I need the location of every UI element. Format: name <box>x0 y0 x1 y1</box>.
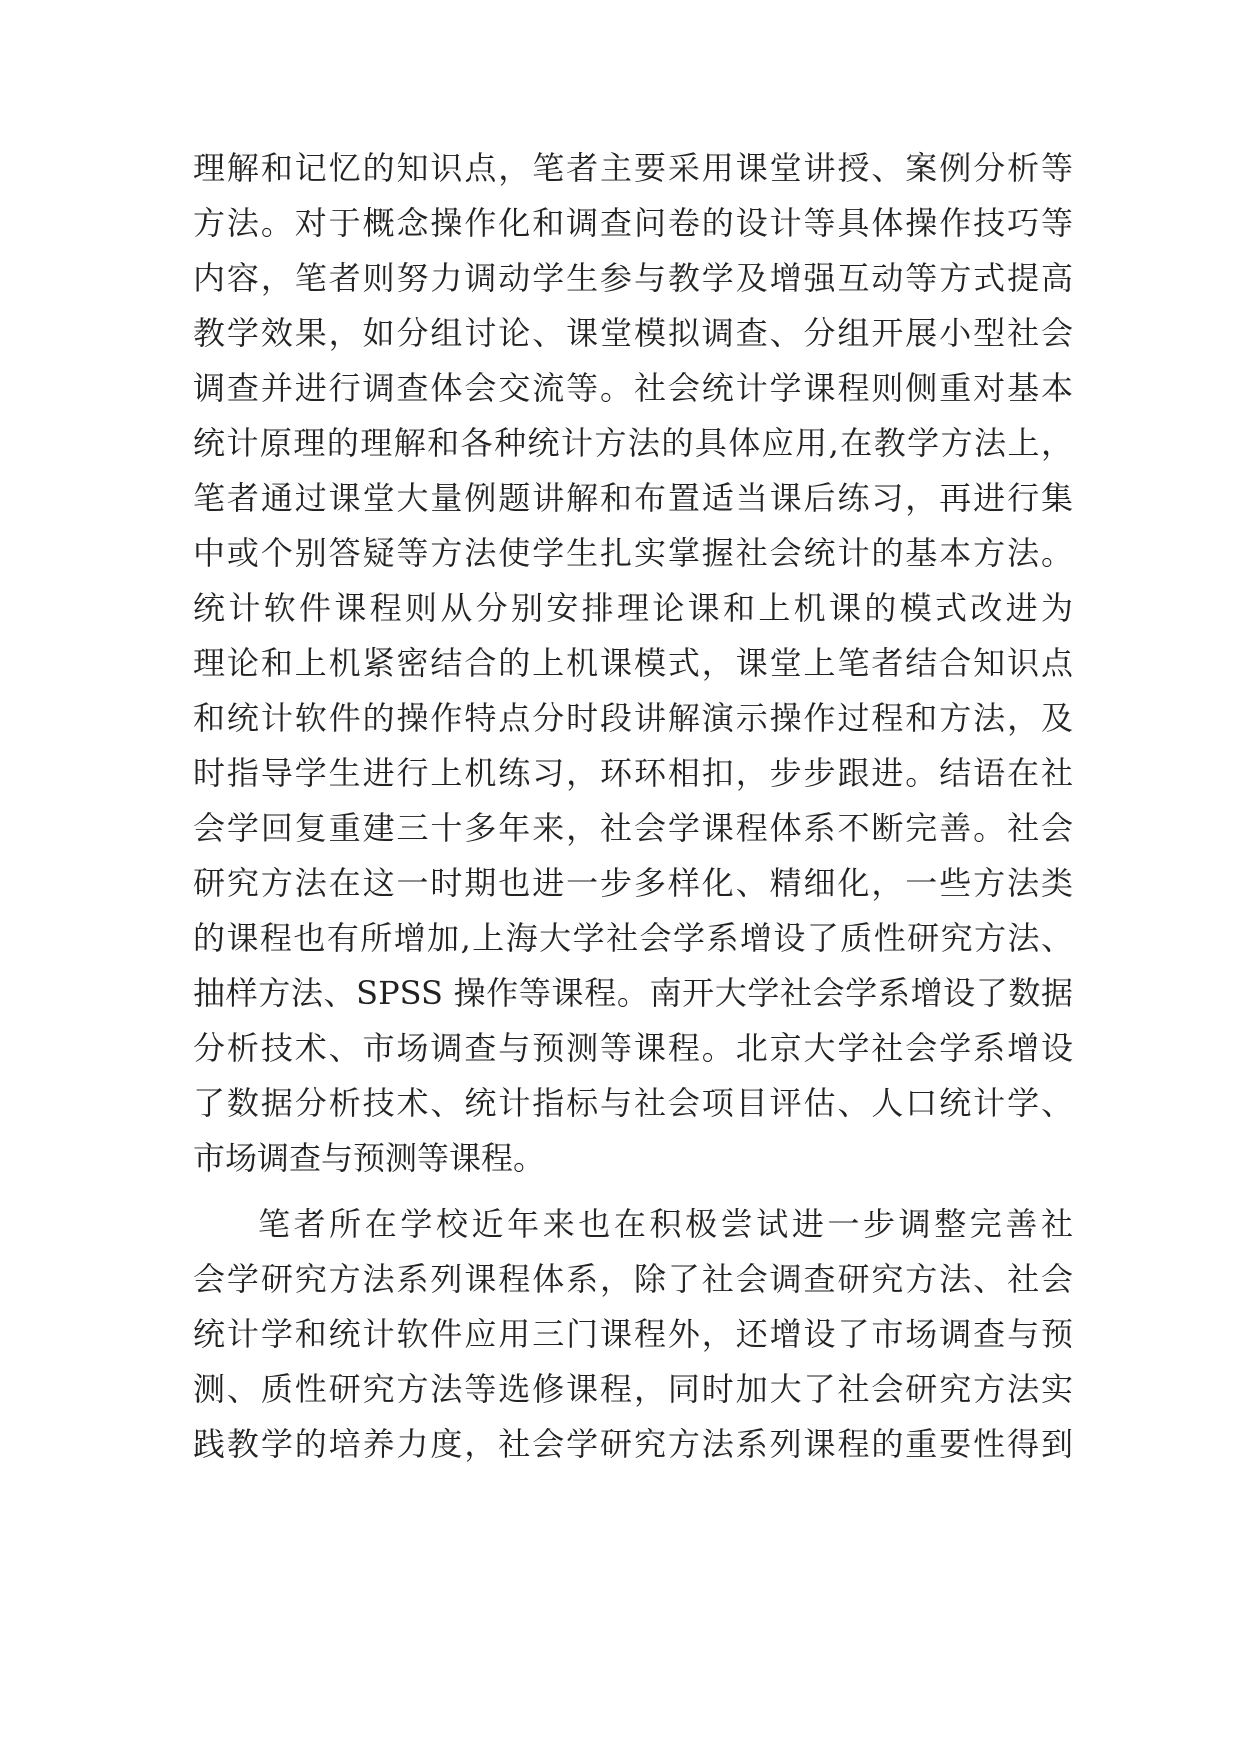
text-line: 了数据分析技术、统计指标与社会项目评估、人口统计学、 <box>193 1084 1073 1122</box>
text-line: 统计软件课程则从分别安排理论课和上机课的模式改进为 <box>193 589 1073 627</box>
text-line: 理论和上机紧密结合的上机课模式，课堂上笔者结合知识点 <box>193 644 1073 682</box>
text-line: 会学研究方法系列课程体系，除了社会调查研究方法、社会 <box>193 1260 1073 1298</box>
text-line: 理解和记忆的知识点，笔者主要采用课堂讲授、案例分析等 <box>193 149 1073 187</box>
text-line: 践教学的培养力度，社会学研究方法系列课程的重要性得到 <box>193 1425 1073 1463</box>
text-line: 内容，笔者则努力调动学生参与教学及增强互动等方式提高 <box>193 259 1073 297</box>
text-line: 分析技术、市场调查与预测等课程。北京大学社会学系增设 <box>193 1029 1073 1067</box>
text-line: 教学效果，如分组讨论、课堂模拟调查、分组开展小型社会 <box>193 314 1073 352</box>
text-line: 抽样方法、SPSS 操作等课程。南开大学社会学系增设了数据 <box>193 974 1073 1012</box>
text-line: 市场调查与预测等课程。 <box>193 1139 546 1177</box>
paragraph-first-line: 笔者所在学校近年来也在积极尝试进一步调整完善社 <box>258 1205 1073 1243</box>
text-line: 研究方法在这一时期也进一步多样化、精细化，一些方法类 <box>193 864 1073 902</box>
text-line: 测、质性研究方法等选修课程，同时加大了社会研究方法实 <box>193 1370 1073 1408</box>
text-line: 统计学和统计软件应用三门课程外，还增设了市场调查与预 <box>193 1315 1073 1353</box>
text-line: 和统计软件的操作特点分时段讲解演示操作过程和方法，及 <box>193 699 1073 737</box>
text-line: 笔者通过课堂大量例题讲解和布置适当课后练习，再进行集 <box>193 479 1073 517</box>
text-line: 统计原理的理解和各种统计方法的具体应用,在教学方法上， <box>193 424 1073 462</box>
text-line: 时指导学生进行上机练习，环环相扣，步步跟进。结语在社 <box>193 754 1073 792</box>
text-line: 调查并进行调查体会交流等。社会统计学课程则侧重对基本 <box>193 369 1073 407</box>
text-line: 方法。对于概念操作化和调查问卷的设计等具体操作技巧等 <box>193 204 1073 242</box>
text-line: 中或个别答疑等方法使学生扎实掌握社会统计的基本方法。 <box>193 534 1073 572</box>
text-line: 的课程也有所增加,上海大学社会学系增设了质性研究方法、 <box>193 919 1073 957</box>
text-line: 会学回复重建三十多年来，社会学课程体系不断完善。社会 <box>193 809 1073 847</box>
